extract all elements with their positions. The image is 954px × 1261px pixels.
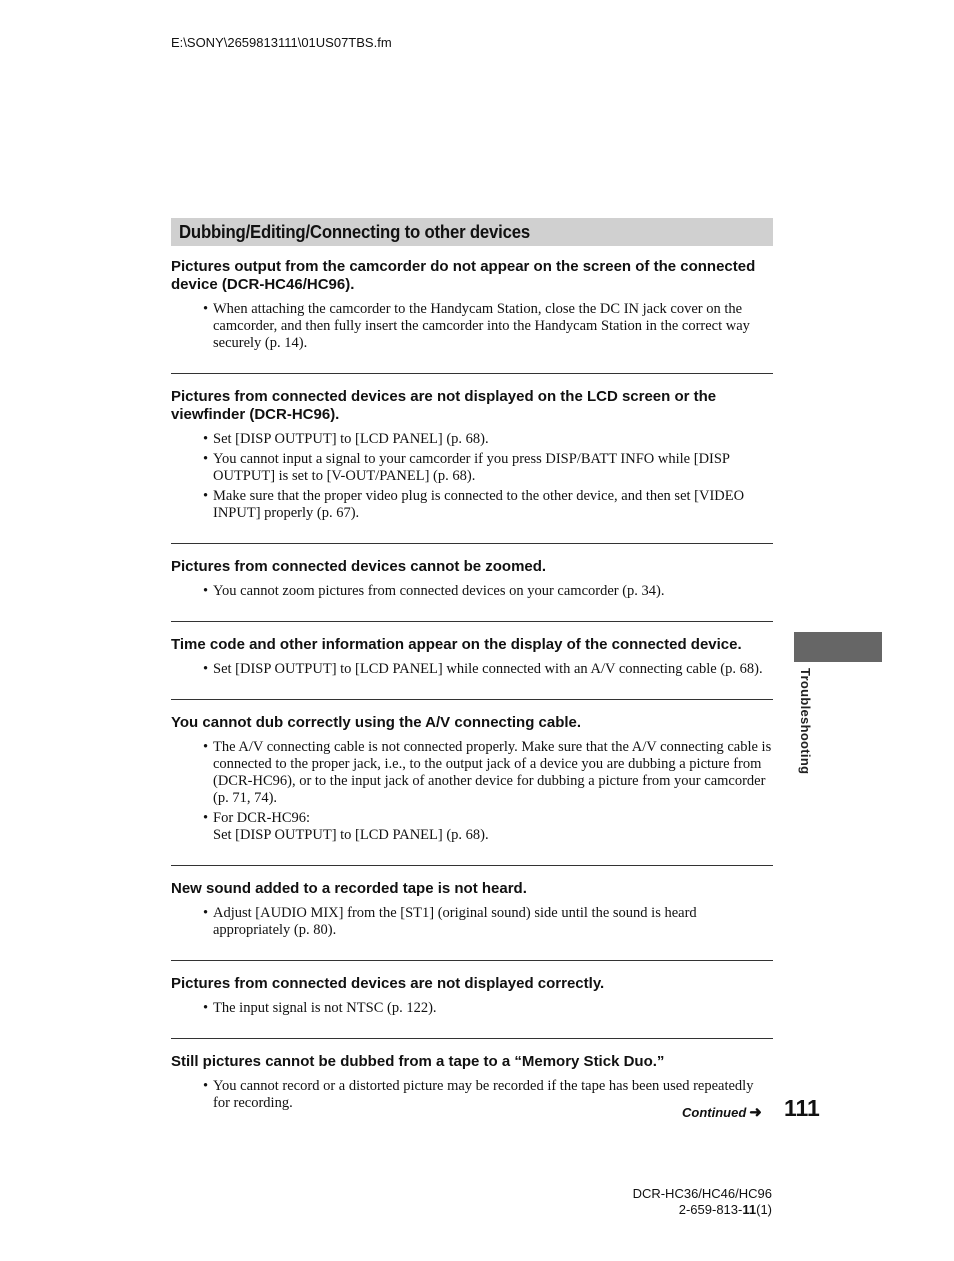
answer-item: • Set [DISP OUTPUT] to [LCD PANEL] while connected with an A/V connecting cable (p. 68). [203,661,773,678]
problem-item [171,880,773,961]
answer-item: • When attaching the camcorder to the Handycam Station, close the DC IN jack cover on the camcorder, and then fully insert the camcorder into the Handycam Station in the correct way securely (p. 14). [203,301,773,352]
answer-item: • You cannot input a signal to your camcorder if you press DISP/BATT INFO while [DISP OUTPUT] is set to [V-OUT/PANEL] (p. 68). [203,451,773,485]
answer-item: • Make sure that the proper video plug is connected to the other device, and then set [VIDEO INPUT] properly (p. 67). [203,488,773,522]
answer-list [171,905,773,939]
problem-item [171,1053,773,1133]
chapter-label: Troubleshooting [798,668,813,775]
document-code [633,1202,772,1218]
document-code-prefix: 2-659-813- [678,1202,743,1217]
problem-item [171,388,773,544]
problem-question: Pictures from connected devices cannot be zoomed. [171,558,547,575]
problem-item [171,975,773,1039]
answer-item: • Adjust [AUDIO MIX] from the [ST1] (original sound) side until the sound is heard appropriately (p. 80). [203,905,773,939]
answer-list [171,661,773,678]
problem-item [171,258,773,374]
page-number: 111 [784,1095,820,1121]
answer-list [171,1000,773,1017]
section-header-bar [171,218,773,246]
problem-item [171,558,773,622]
chapter-tab [794,632,882,662]
problem-question: New sound added to a recorded tape is not heard. [171,880,527,897]
problem-question: Pictures from connected devices are not displayed correctly. [171,975,605,992]
answer-item: • Set [DISP OUTPUT] to [LCD PANEL] (p. 68). [203,431,773,448]
section-title: Dubbing/Editing/Connecting to other devices [179,221,530,242]
continued-indicator [682,1103,762,1121]
right-arrow-icon: ➜ [749,1104,762,1121]
problem-question: Pictures from connected devices are not displayed on the LCD screen or the viewfinder (DCR-HC96). [171,388,717,423]
problem-item [171,636,773,700]
problem-question: Time code and other information appear on the display of the connected device. [171,636,742,653]
document-code-bold: 11 [742,1202,757,1217]
model-name: DCR-HC36/HC46/HC96 [632,1186,772,1201]
document-code-suffix: (1) [756,1202,772,1217]
problem-item [171,714,773,866]
troubleshooting-content [171,258,773,1147]
problem-question: Still pictures cannot be dubbed from a tape to a “Memory Stick Duo.” [171,1053,665,1070]
problem-question: Pictures output from the camcorder do not appear on the screen of the connected device (DCR-HC46/HC96). [171,258,756,293]
model-info [633,1186,772,1218]
answer-item: • The input signal is not NTSC (p. 122). [203,1000,773,1017]
file-path: E:\SONY\2659813111\01US07TBS.fm [171,35,392,50]
continued-label: Continued [682,1104,747,1120]
answer-item: • For DCR-HC96: Set [DISP OUTPUT] to [LCD PANEL] (p. 68). [203,810,773,844]
answer-item: • The A/V connecting cable is not connected properly. Make sure that the A/V connecting cable is connected to the proper jack, i.e., to the output jack of a device you are dubbing a picture from (DCR-HC96), or to the input jack of another device for dubbing a picture from your camcorder (p. 71, 74). [203,739,773,807]
answer-list [171,431,773,522]
answer-item: • You cannot zoom pictures from connected devices on your camcorder (p. 34). [203,583,773,600]
answer-item: • You cannot record or a distorted picture may be recorded if the tape has been used repeatedly for recording. [203,1078,773,1112]
answer-list [171,583,773,600]
problem-question: You cannot dub correctly using the A/V connecting cable. [171,714,582,731]
answer-list [171,739,773,844]
answer-list [171,301,773,352]
